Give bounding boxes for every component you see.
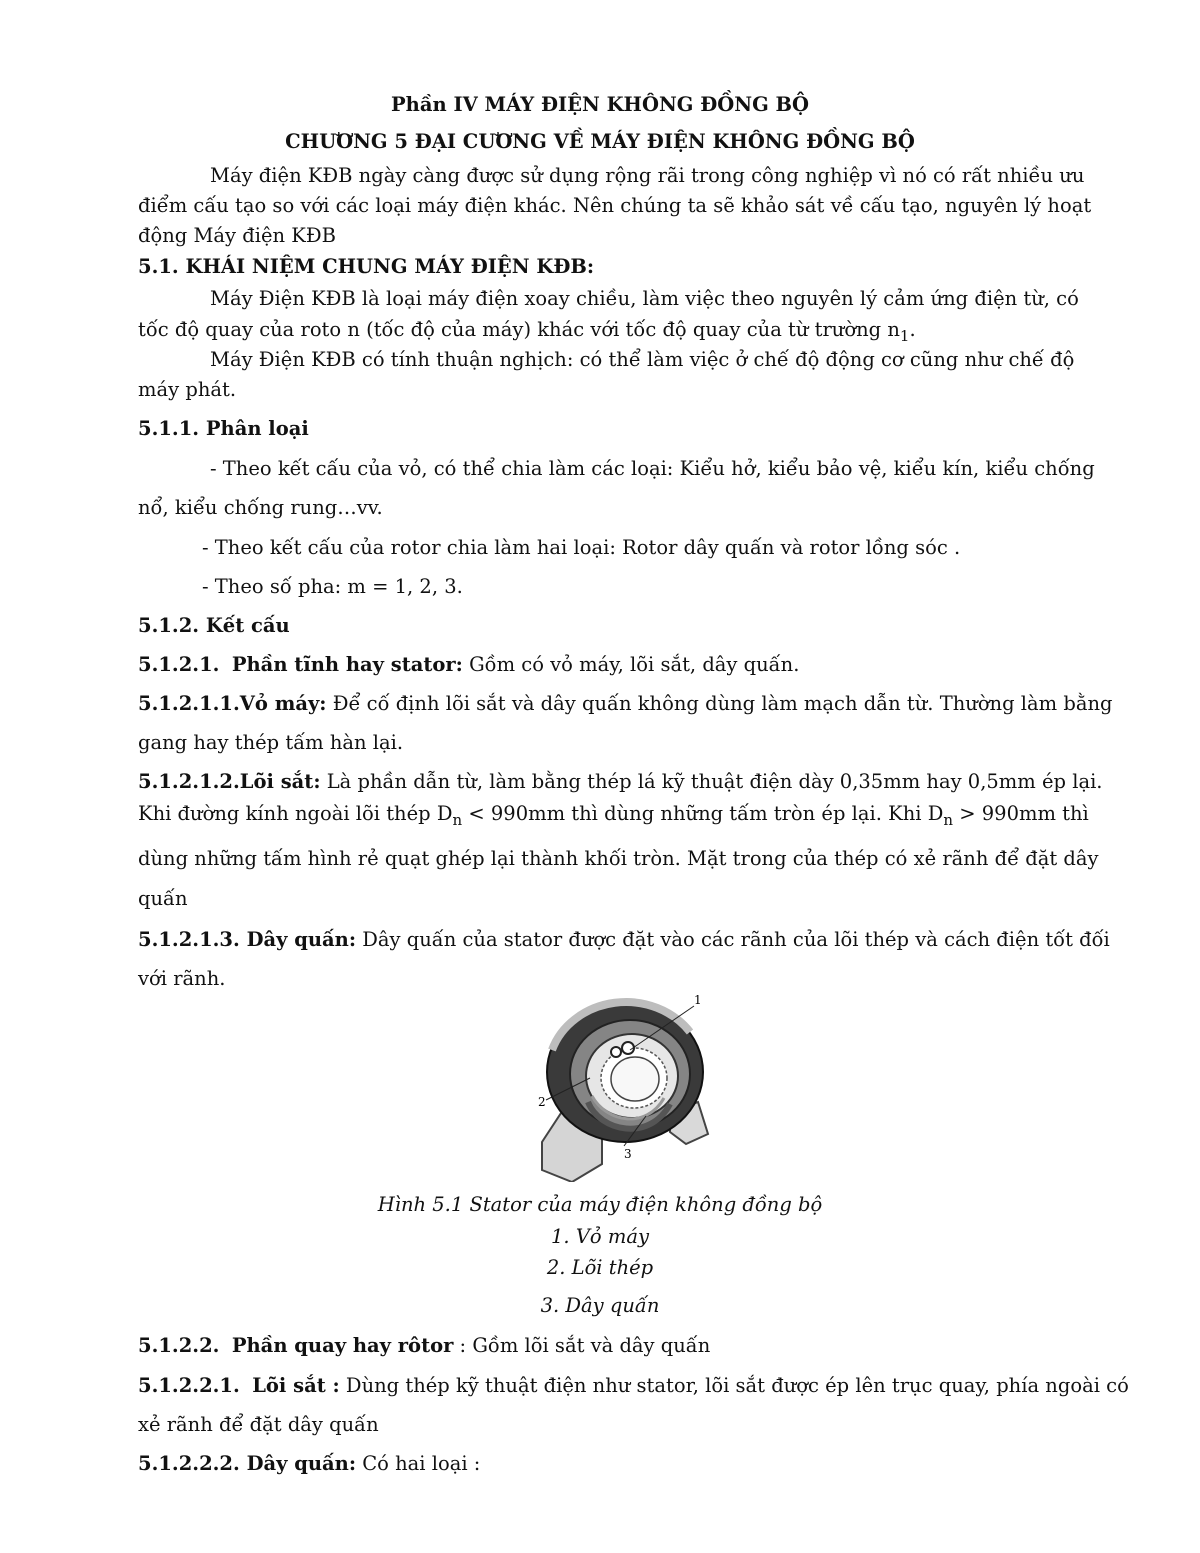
section-5-1-2-1-2-line-2: Khi đường kính ngoài lõi thép $D_n < 990mm$ thì dùng những tấm tròn ép lại. Khi $D_n > 990mm$ thì: [138, 802, 1089, 829]
bore: [611, 1057, 659, 1101]
figure-caption: Hình 5.1 Stator của máy điện không đồng bộ: [377, 1193, 823, 1216]
section-5-1-2-1-line: 5.1.2.1. Phần tĩnh hay stator: Gồm có vỏ máy, lõi sắt, dây quấn.: [138, 653, 800, 676]
chapter-heading: CHƯƠNG 5 ĐẠI CƯƠNG VỀ MÁY ĐIỆN KHÔNG ĐỒNG BỘ: [285, 130, 915, 153]
section-5-1-p1-line-1: Máy Điện KĐB là loại máy điện xoay chiều, làm việc theo nguyên lý cảm ứng điện từ, có: [210, 287, 1079, 310]
section-5-1-1-title: 5.1.1. Phân loại: [138, 417, 309, 440]
section-5-1-2-1-3-line-2: với rãnh.: [138, 967, 226, 990]
figure-legend-1: 1. Vỏ máy: [551, 1225, 649, 1248]
terminal-ring: [611, 1047, 621, 1057]
section-5-1-2-title: 5.1.2. Kết cấu: [138, 614, 290, 637]
label-3: 3: [624, 1147, 632, 1161]
figure-legend-3: 3. Dây quấn: [540, 1294, 660, 1317]
section-5-1-2-2-1-line-2: xẻ rãnh để đặt dây quấn: [138, 1413, 379, 1436]
intro-line-2: điểm cấu tạo so với các loại máy điện khác. Nên chúng ta sẽ khảo sát về cấu tạo, nguyên lý hoạt: [138, 194, 1092, 217]
label-2: 2: [538, 1095, 546, 1109]
section-5-1-p2-line-1: Máy Điện KĐB có tính thuận nghịch: có thể làm việc ở chế độ động cơ cũng như chế độ: [210, 348, 1075, 371]
classification-item-3: - Theo số pha: m = 1, 2, 3.: [202, 575, 463, 598]
intro-line-1: Máy điện KĐB ngày càng được sử dụng rộng rãi trong công nghiệp vì nó có rất nhiều ưu: [210, 164, 1085, 187]
figure-legend-2: 2. Lõi thép: [546, 1256, 654, 1279]
classification-item-1: - Theo kết cấu của vỏ, có thể chia làm các loại: Kiểu hở, kiểu bảo vệ, kiểu kín, kiểu chống: [210, 457, 1095, 480]
intro-line-3: động Máy điện KĐB: [138, 224, 336, 247]
section-5-1-2-1-2-line-1: 5.1.2.1.2.Lõi sắt: Là phần dẫn từ, làm bằng thép lá kỹ thuật điện dày 0,35mm hay 0,5mm ép lại.: [138, 770, 1103, 793]
section-5-1-p1-line-2: tốc độ quay của roto n (tốc độ của máy) khác với tốc độ quay của từ trường $n_1$.: [138, 318, 916, 345]
section-5-1-title: 5.1. KHÁI NIỆM CHUNG MÁY ĐIỆN KĐB:: [138, 255, 595, 278]
section-5-1-2-1-3-line-1: 5.1.2.1.3. Dây quấn: Dây quấn của stator được đặt vào các rãnh của lõi thép và cách điện tốt đối: [138, 928, 1110, 951]
section-5-1-2-1-1-line-1: 5.1.2.1.1.Vỏ máy: Để cố định lõi sắt và dây quấn không dùng làm mạch dẫn từ. Thường làm bằng: [138, 692, 1113, 715]
classification-item-2: - Theo kết cấu của rotor chia làm hai loại: Rotor dây quấn và rotor lồng sóc .: [202, 536, 961, 559]
section-5-1-2-1-2-line-3: dùng những tấm hình rẻ quạt ghép lại thành khối tròn. Mặt trong của thép có xẻ rãnh để đặt dây: [138, 847, 1099, 870]
section-5-1-p2-line-2: máy phát.: [138, 378, 237, 401]
classification-item-1-cont: nổ, kiểu chống rung…vv.: [138, 496, 383, 519]
stator-illustration: [530, 992, 720, 1182]
section-5-1-2-2-1-line-1: 5.1.2.2.1. Lõi sắt : Dùng thép kỹ thuật điện như stator, lõi sắt được ép lên trục quay, phía ngoài có: [138, 1374, 1129, 1397]
stator-figure: [530, 992, 720, 1182]
section-5-1-2-2-line: 5.1.2.2. Phần quay hay rôtor : Gồm lõi sắt và dây quấn: [138, 1334, 711, 1357]
label-1: 1: [694, 993, 702, 1007]
part-heading: Phần IV MÁY ĐIỆN KHÔNG ĐỒNG BỘ: [391, 93, 809, 116]
section-5-1-2-1-1-line-2: gang hay thép tấm hàn lại.: [138, 731, 404, 754]
section-5-1-2-1-2-line-4: quấn: [138, 887, 188, 910]
section-5-1-2-2-2-line: 5.1.2.2.2. Dây quấn: Có hai loại :: [138, 1452, 481, 1475]
